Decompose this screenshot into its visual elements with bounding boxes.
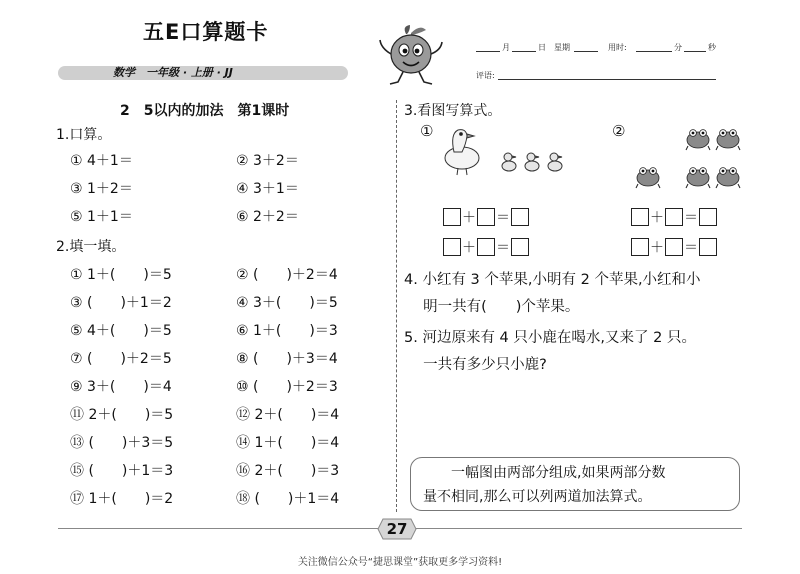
day-blank[interactable] [512, 51, 536, 52]
fill-blank-item: ⑫ 2＋( )＝4 [236, 407, 340, 423]
answer-box[interactable] [665, 208, 683, 226]
picture-2-label: ② [612, 122, 626, 140]
word-problem-line: 5. 河边原来有 4 只小鹿在喝水,又来了 2 只。 [404, 330, 696, 346]
fill-blank-item: ⑭ 1＋( )＝4 [236, 435, 340, 451]
duckling-icon [548, 153, 562, 171]
fill-blank-item: ⑩ ( )＋2＝3 [236, 379, 338, 395]
fill-blank-item: ② ( )＋2＝4 [236, 267, 338, 283]
word-problem-line: 明一共有( )个苹果。 [404, 299, 580, 315]
answer-box[interactable] [443, 208, 461, 226]
answer-box[interactable] [511, 238, 529, 256]
answer-row [631, 207, 717, 227]
equals-sign: ＝ [684, 210, 698, 226]
answer-row [443, 237, 529, 257]
plus-sign: ＋ [462, 240, 476, 256]
plus-sign: ＋ [650, 210, 664, 226]
big-duck-icon [445, 130, 479, 175]
duckling-icon [525, 153, 539, 171]
answer-row [443, 207, 529, 227]
fill-blank-item: ⑱ ( )＋1＝4 [236, 491, 340, 507]
minute-blank[interactable] [636, 51, 672, 52]
answer-box[interactable] [443, 238, 461, 256]
page-number: 27 [386, 520, 408, 538]
frog-icon [686, 130, 710, 150]
answer-box[interactable] [631, 208, 649, 226]
fill-blank-item: ④ 3＋( )＝5 [236, 295, 338, 311]
frog-icon [716, 168, 740, 188]
mental-math-item: ② 3＋2＝ [236, 153, 299, 169]
month-blank[interactable] [476, 51, 500, 52]
answer-box[interactable] [511, 208, 529, 226]
mental-math-item: ① 4＋1＝ [70, 153, 133, 169]
fill-blank-item: ⑪ 2＋( )＝5 [70, 407, 174, 423]
answer-box[interactable] [477, 238, 495, 256]
ducks-picture [440, 122, 570, 178]
footer-note: 关注微信公众号“捷思课堂”获取更多学习资料! [297, 557, 503, 568]
word-problem-5 [404, 325, 696, 379]
fill-blank-item: ⑬ ( )＋3＝5 [70, 435, 174, 451]
second-label: 秒 [708, 43, 716, 52]
word-problem-line: 4. 小红有 3 个苹果,小明有 2 个苹果,小红和小 [404, 272, 701, 288]
fill-blank-item: ⑯ 2＋( )＝3 [236, 463, 340, 479]
section2-title: 2.填一填。 [56, 239, 126, 255]
fill-blank-item: ③ ( )＋1＝2 [70, 295, 172, 311]
answer-box[interactable] [665, 238, 683, 256]
month-label: 月 [502, 43, 510, 52]
time-label: 用时: [608, 43, 627, 52]
plus-sign: ＋ [462, 210, 476, 226]
answer-box[interactable] [477, 208, 495, 226]
frog-icon [686, 168, 710, 188]
equals-sign: ＝ [496, 210, 510, 226]
tip-line: 一幅图由两部分组成,如果两部分数 [423, 465, 666, 481]
picture-1-label: ① [420, 122, 434, 140]
fill-blank-item: ⑥ 1＋( )＝3 [236, 323, 338, 339]
fill-blank-item: ⑰ 1＋( )＝2 [70, 491, 174, 507]
plus-sign: ＋ [650, 240, 664, 256]
answer-box[interactable] [699, 208, 717, 226]
frogs-picture [632, 122, 750, 198]
duckling-icon [502, 153, 516, 171]
equals-sign: ＝ [684, 240, 698, 256]
mental-math-item: ④ 3＋1＝ [236, 181, 299, 197]
mental-math-item: ⑥ 2＋2＝ [236, 209, 299, 225]
mental-math-item: ⑤ 1＋1＝ [70, 209, 133, 225]
comment-blank[interactable] [498, 79, 716, 80]
weekday-blank[interactable] [574, 51, 598, 52]
section3-title: 3.看图写算式。 [404, 103, 502, 119]
fill-blank-item: ⑤ 4＋( )＝5 [70, 323, 172, 339]
second-blank[interactable] [684, 51, 706, 52]
answer-box[interactable] [631, 238, 649, 256]
weekday-label: 星期 [554, 43, 570, 52]
fill-blank-item: ⑮ ( )＋1＝3 [70, 463, 174, 479]
lesson-title: 2 5以内的加法 第1课时 [120, 103, 290, 119]
minute-label: 分 [674, 43, 682, 52]
fill-blank-item: ⑧ ( )＋3＝4 [236, 351, 338, 367]
fill-blank-item: ① 1＋( )＝5 [70, 267, 172, 283]
frog-icon [716, 130, 740, 150]
answer-box[interactable] [699, 238, 717, 256]
day-label: 日 [538, 43, 546, 52]
tip-box [410, 457, 740, 511]
comment-label: 评语: [476, 71, 495, 80]
frog-icon [636, 168, 660, 188]
brand-title: 五E口算题卡 [143, 20, 269, 44]
page-number-badge [377, 517, 417, 541]
mental-math-item: ③ 1＋2＝ [70, 181, 133, 197]
fill-blank-item: ⑨ 3＋( )＝4 [70, 379, 172, 395]
apple-mascot-icon [376, 24, 446, 88]
fill-blank-item: ⑦ ( )＋2＝5 [70, 351, 172, 367]
equals-sign: ＝ [496, 240, 510, 256]
word-problem-line: 一共有多少只小鹿? [404, 357, 547, 373]
section1-title: 1.口算。 [56, 127, 112, 143]
word-problem-4 [404, 267, 701, 321]
answer-row [631, 237, 717, 257]
column-divider [396, 100, 397, 512]
subtitle-bar: 数学 一年级 · 上册 · JJ [58, 66, 348, 80]
tip-line: 量不相同,那么可以列两道加法算式。 [423, 489, 652, 505]
